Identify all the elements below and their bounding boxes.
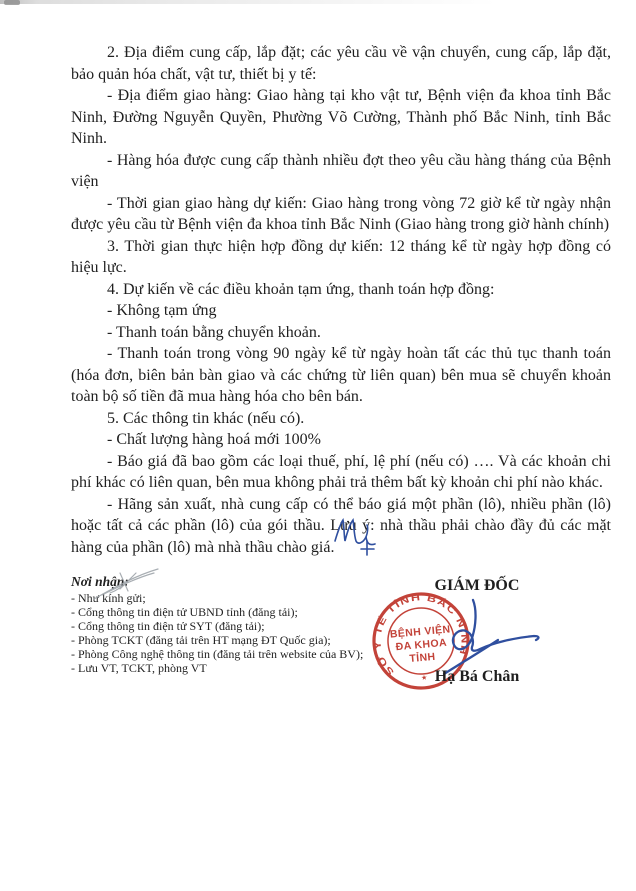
paragraph-payment-90-days: - Thanh toán trong vòng 90 ngày kể từ ngày hoàn tất các thủ tục thanh toán (hóa đơn, biên bản bàn giao và các chứng từ liên quan) bên mua sẽ chuyển khoản toàn bộ số tiền đã mua hàng hóa cho bên bán. <box>71 345 611 405</box>
scan-artifact-speck <box>4 0 20 5</box>
paragraph-delivery-batches: - Hàng hóa được cung cấp thành nhiều đợt theo yêu cầu hàng tháng của Bệnh viện <box>71 151 611 190</box>
document-body <box>71 42 611 558</box>
seal-star-ornament: ★ <box>420 674 428 683</box>
paragraph-delivery-address: - Địa điểm giao hàng: Giao hàng tại kho vật tư, Bệnh viện đa khoa tỉnh Bắc Ninh, Đường Nguyễn Quyền, Phường Võ Cường, Thành phố Bắc Ninh, tỉnh Bắc Ninh. <box>71 87 611 147</box>
paragraph-lot-quotation: - Hãng sản xuất, nhà cung cấp có thể báo giá một phần (lô), nhiều phần (lô) hoặc tất cả các phần (lô) của gói thầu. Lưu ý: nhà thầu phải chào đầy đủ các mặt hàng của phần (lô) mà nhà thầu chào giá. <box>71 495 611 556</box>
seal-center-line-2: ĐA KHOA <box>395 636 448 654</box>
pencil-scribble-icon <box>90 563 164 605</box>
paragraph-contract-duration: 3. Thời gian thực hiện hợp đồng dự kiến: 12 tháng kể từ ngày hợp đồng có hiệu lực. <box>71 237 611 276</box>
recipient-item: - Cổng thông tin điện tử UBND tỉnh (đăng tải); <box>71 604 298 619</box>
seal-center-line-3: TỈNH <box>408 650 437 666</box>
paragraph-bank-transfer: - Thanh toán bằng chuyển khoản. <box>107 323 321 341</box>
paragraph-price-includes-tax: - Báo giá đã bao gồm các loại thuế, phí, lệ phí (nếu có) …. Và các khoản chi phí khác có liên quan, bên mua không phải trả thêm bất kỳ khoản chi phí nào khác. <box>71 452 611 491</box>
paragraph-other-info-heading: 5. Các thông tin khác (nếu có). <box>107 409 305 427</box>
paragraph-payment-terms-heading: 4. Dự kiến về các điều khoản tạm ứng, thanh toán hợp đồng: <box>107 280 495 298</box>
paragraph-supply-location: 2. Địa điểm cung cấp, lắp đặt; các yêu cầu về vận chuyển, cung cấp, lắp đặt, bảo quản hóa chất, vật tư, thiết bị y tế: <box>71 44 611 83</box>
paragraph-no-advance: - Không tạm ứng <box>107 302 217 319</box>
recipient-item: - Như kính gửi; <box>71 591 146 605</box>
initials-ink-mark-icon <box>331 515 381 557</box>
seal-center-line-1: BỆNH VIỆN <box>389 623 452 641</box>
signer-name: Hạ Bá Chân <box>434 668 520 685</box>
scan-artifact-top <box>0 0 620 4</box>
recipient-item: - Phòng TCKT (đăng tải trên HT mạng ĐT Quốc gia); <box>71 632 331 647</box>
recipient-item: - Cổng thông tin điện tử SYT (đăng tải); <box>71 618 265 633</box>
recipients-heading: Nơi nhận: <box>71 574 129 589</box>
paragraph-delivery-time: - Thời gian giao hàng dự kiến: Giao hàng trong vòng 72 giờ kể từ ngày nhận được yêu cầu từ Bệnh viện đa khoa tỉnh Bắc Ninh (Giao hàng trong giờ hành chính) <box>71 194 611 233</box>
seal-ring-text: SỞ Y TẾ TỈNH BẮC NINH <box>372 592 470 678</box>
signer-title: GIÁM ĐỐC <box>434 577 520 594</box>
paragraph-quality: - Chất lượng hàng hoá mới 100% <box>107 431 322 448</box>
recipient-item: - Lưu VT, TCKT, phòng VT <box>71 660 207 675</box>
recipient-item: - Phòng Công nghệ thông tin (đăng tải trên website của BV); <box>71 646 364 661</box>
